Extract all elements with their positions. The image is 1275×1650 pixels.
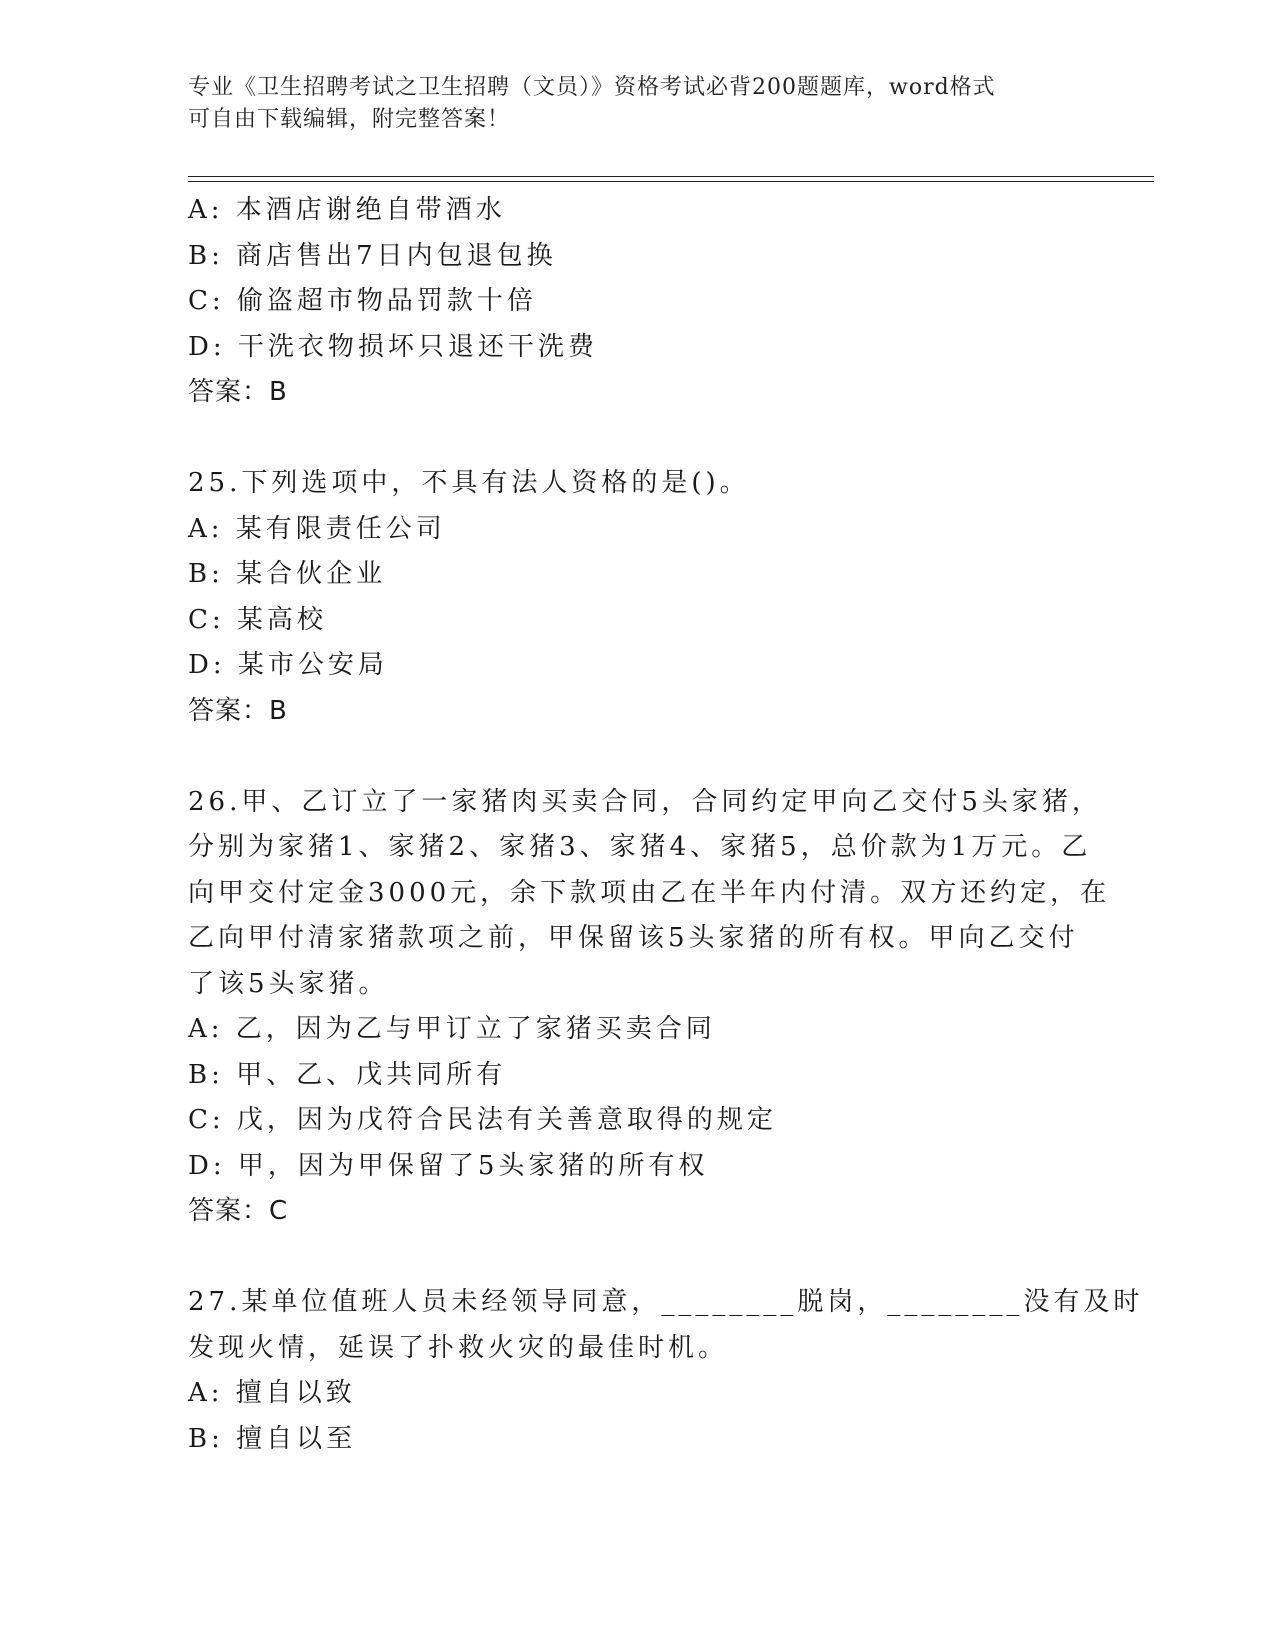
option-b: B: 某合伙企业	[188, 559, 387, 589]
question-text-line-2: 分别为家猪1、家猪2、家猪3、家猪4、家猪5，总价款为1万元。乙	[188, 832, 1092, 862]
option-a: A: 本酒店谢绝自带酒水	[188, 195, 506, 225]
header-line-2: 可自由下载编辑，附完整答案！	[188, 107, 511, 132]
option-b: B: 商店售出7日内包退包换	[188, 240, 557, 271]
question-text-line-4: 乙向甲付清家猪款项之前，甲保留该5头家猪的所有权。甲向乙交付	[188, 923, 1079, 953]
question-text-line-3: 向甲交付定金3000元，余下款项由乙在半年内付清。双方还约定，在	[188, 877, 1111, 908]
option-b: B: 擅自以至	[188, 1423, 357, 1454]
question-block-26	[188, 780, 1111, 1235]
question-text-line-1: 26.甲、乙订立了一家猪肉买卖合同，合同约定甲向乙交付5头家猪，	[188, 786, 1102, 817]
question-text: 25.下列选项中，不具有法人资格的是()。	[188, 468, 750, 498]
question-text-line-2: 发现火情，延误了扑救火灾的最佳时机。	[188, 1332, 729, 1363]
header-line-1: 专业《卫生招聘考试之卫生招聘（文员）》资格考试必背200题题库，word格式	[188, 75, 996, 100]
question-block-25	[188, 461, 1088, 734]
option-c: C: 戊，因为戊符合民法有关善意取得的规定	[188, 1105, 777, 1135]
document-body	[188, 188, 1144, 1462]
option-b: B: 甲、乙、戊共同所有	[188, 1059, 507, 1090]
option-a: A: 某有限责任公司	[188, 513, 446, 544]
option-d: D: 甲，因为甲保留了5头家猪的所有权	[188, 1150, 709, 1181]
option-d: D: 某市公安局	[188, 650, 388, 680]
option-d: D: 干洗衣物损坏只退还干洗费	[188, 331, 598, 362]
spacer	[188, 1235, 1088, 1281]
answer-line: 答案：C	[188, 1196, 289, 1226]
question-block-27	[188, 1280, 1144, 1462]
option-a: A: 擅自以致	[188, 1378, 356, 1408]
option-c: C: 某高校	[188, 604, 327, 635]
answer-line: 答案：B	[188, 695, 288, 726]
spacer	[188, 734, 1088, 780]
option-c: C: 偷盗超市物品罚款十倍	[188, 286, 537, 316]
question-text-line-5: 了该5头家猪。	[188, 968, 389, 999]
question-text-line-1: 27.某单位值班人员未经领导同意，________脱岗，________没有及时	[188, 1287, 1144, 1317]
spacer	[188, 416, 1088, 462]
header-divider-top	[188, 176, 1154, 177]
question-block-24	[188, 188, 1088, 416]
document-header	[188, 72, 1088, 136]
answer-line: 答案：B	[188, 377, 288, 407]
header-divider-bottom	[188, 181, 1154, 182]
option-a: A: 乙，因为乙与甲订立了家猪买卖合同	[188, 1014, 716, 1044]
